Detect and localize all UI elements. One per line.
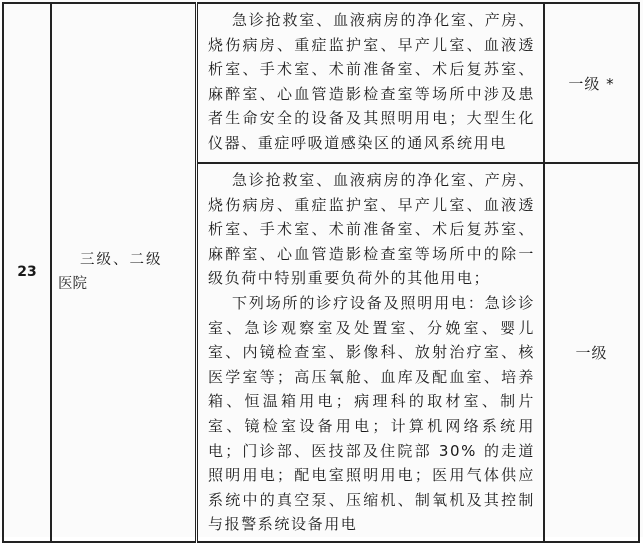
row-number: 23 xyxy=(3,3,51,542)
load-description-paragraph: 急诊抢救室、血液病房的净化室、产房、烧伤病房、重症监护室、早产儿室、血液透析室、手术室、术前准备室、术后复苏室、麻醉室、心血管造影检查室等场所中涉及患者生命安全的设备及其照明用电；大型生化仪器、重症呼吸道感染区的通风系统用电 xyxy=(208,11,535,152)
load-level-cell: 一级 xyxy=(544,163,639,542)
table-row xyxy=(3,3,639,163)
load-description-cell xyxy=(197,163,545,542)
load-level-cell: 一级 * xyxy=(544,3,639,163)
load-description-cell xyxy=(197,3,545,163)
load-level-table xyxy=(2,2,640,543)
building-type-cell xyxy=(51,3,197,542)
building-type-line-2: 医院 xyxy=(58,276,87,293)
load-description-paragraph: 下列场所的诊疗设备及照明用电：急诊诊室、急诊观察室及处置室、分娩室、婴儿室、内镜检查室、影像科、放射治疗室、核医学室等；高压氧舱、血库及配血室、培养箱、恒温箱用电；病理科的取材室、制片室、镜检室设备用电；计算机网络系统用电；门诊部、医技部及住院部 30% 的走道照明用电；配电室照明用电；医用气体供应系统中的真空泵、压缩机、制氧机及其控制与报警系统设备用电 xyxy=(208,293,535,534)
load-description-paragraph: 急诊抢救室、血液病房的净化室、产房、烧伤病房、重症监护室、早产儿室、血液透析室、手术室、术前准备室、术后复苏室、麻醉室、心血管造影检查室等场所中的除一级负荷中特别重要负荷外的其他用电； xyxy=(208,171,535,288)
building-type-line-1: 三级、二级 xyxy=(80,252,163,269)
